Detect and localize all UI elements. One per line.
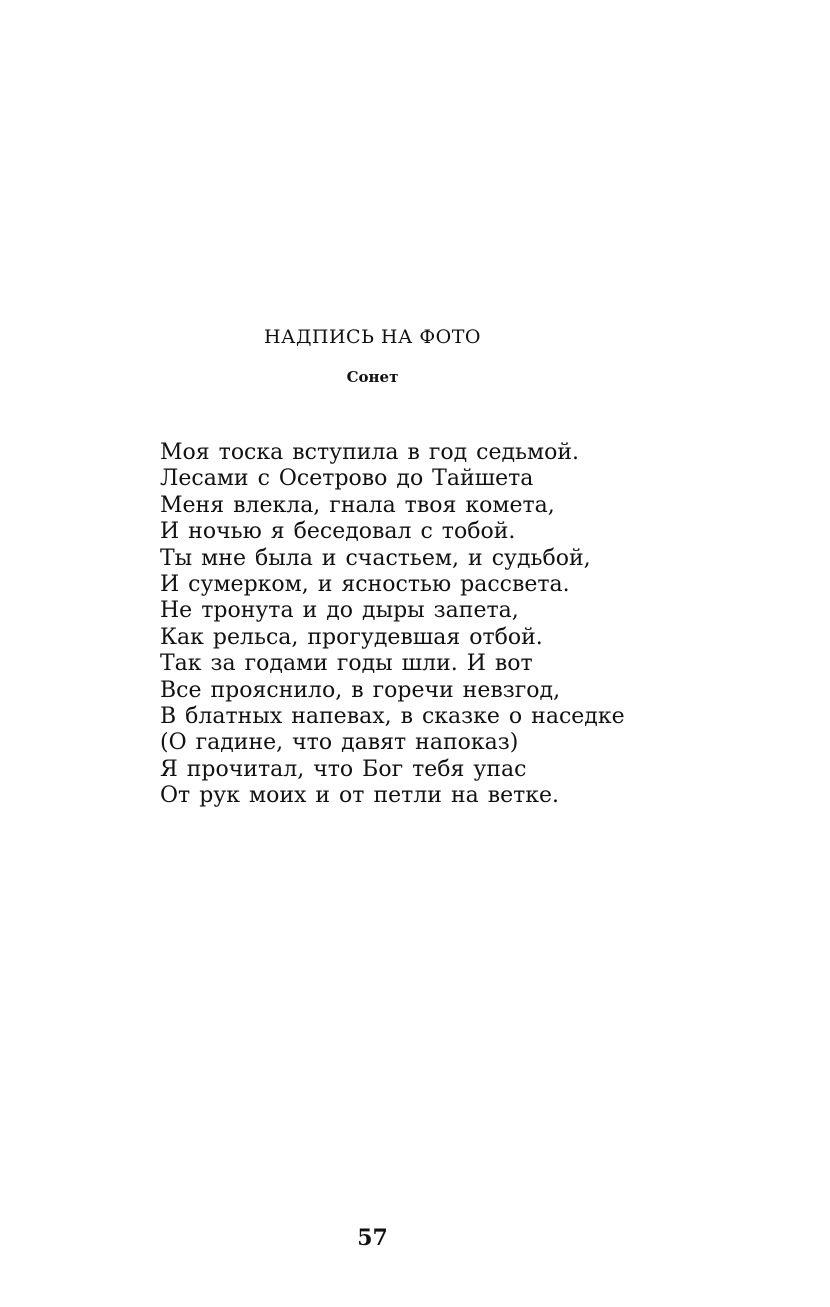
poem-line: Так за годами годы шли. И вот (160, 651, 533, 677)
poem-subtitle: Сонет (346, 368, 399, 386)
poem-line: И ночью я беседовал с тобой. (160, 519, 516, 545)
poem-line: Лесами с Осетрово до Тайшета (160, 466, 534, 492)
poem-title: НАДПИСЬ НА ФОТО (263, 326, 482, 348)
poem-line: Ты мне была и счастьем, и судьбой, (160, 545, 591, 571)
page-number: 57 (357, 1225, 388, 1251)
poem-line: Меня влекла, гнала твоя комета, (160, 492, 555, 518)
poem-line: Не тронута и до дыры запета, (160, 598, 519, 624)
poem-line: (О гадине, что давят напоказ) (160, 730, 519, 756)
poem-line: Как рельса, прогудевшая отбой. (160, 624, 543, 650)
poem-body (160, 440, 625, 809)
poem-line: Моя тоска вступила в год седьмой. (160, 440, 580, 465)
poem-line: В блатных напевах, в сказке о наседке (160, 703, 625, 729)
poem-line: И сумерком, и ясностью рассвета. (160, 571, 570, 597)
poem-line: Я прочитал, что Бог тебя упас (160, 756, 527, 782)
poem-line: Все прояснило, в горечи невзгод, (160, 677, 561, 703)
poem-line: От рук моих и от петли на ветке. (160, 783, 560, 809)
